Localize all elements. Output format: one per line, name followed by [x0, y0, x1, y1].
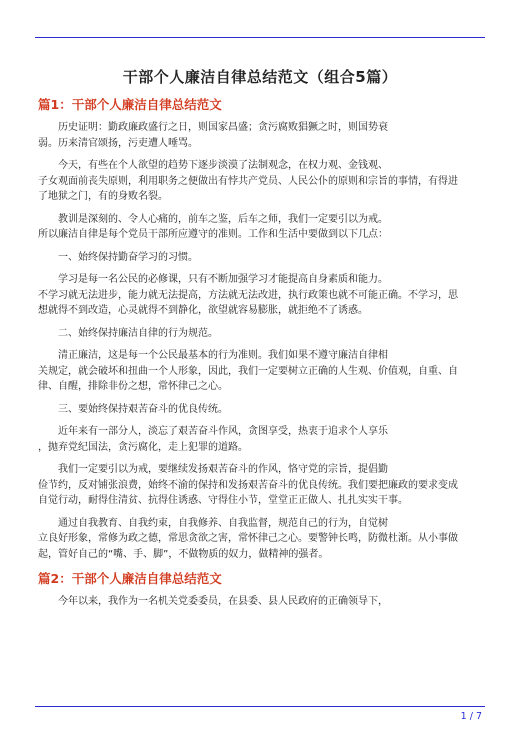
paragraph [38, 402, 482, 418]
paragraph [38, 594, 482, 610]
paragraph [38, 348, 482, 395]
paragraph-line: 起，管好自己的“嘴、手、脚”，不做物质的奴力，做精神的强者。 [38, 548, 329, 560]
paragraph-line: 不学习就无法进步，能力就无法提高，方法就无法改进，执行政策也就不可能正确。不学习，思 [38, 289, 458, 301]
document-title: 干部个人廉洁自律总结范文（组合5篇） [122, 68, 398, 86]
paragraph [38, 158, 482, 205]
paragraph [38, 424, 482, 455]
document-body [38, 96, 482, 617]
paragraph [38, 326, 482, 342]
paragraph [38, 120, 482, 151]
paragraph [38, 250, 482, 266]
paragraph-line: 俭节约，反对铺张浪费，始终不渝的保持和发扬艰苦奋斗的优良传统。我们要把廉政的要求变成 [38, 479, 458, 491]
paragraph [38, 516, 482, 563]
paragraph-line: 近年来有一部分人，淡忘了艰苦奋斗作风，贪图享受，热衷于追求个人享乐 [58, 426, 388, 437]
paragraph-line: 弱。历来清官颂扬，污吏遭人唾骂。 [38, 137, 198, 149]
paragraph [38, 272, 482, 319]
paragraph-line: 关规定，就会破坏和扭曲一个人形象，因此，我们一定要树立正确的人生观、价值观，自重、自 [38, 365, 458, 377]
paragraph-line: 今年以来，我作为一名机关党委委员，在县委、县人民政府的正确领导下， [58, 596, 388, 607]
paragraph-line: 律、自醒，排除非份之想，常怀律己之心。 [38, 381, 228, 392]
section-heading-2: 篇2：干部个人廉洁自律总结范文 [38, 571, 222, 586]
paragraph [38, 462, 482, 509]
paragraph-line: 历史证明：勤政廉政盛行之日，则国家昌盛；贪污腐败猖獗之时，则国势衰 [58, 122, 388, 133]
paragraph-line: 想就得不到改造，心灵就得不到静化，欲望就容易膨胀，就拒绝不了诱惑。 [38, 305, 368, 316]
page-number: 1 / 7 [460, 711, 482, 722]
paragraph-line: 学习是每一名公民的必修课，只有不断加强学习才能提高自身素质和能力。 [58, 274, 388, 285]
section-heading-1: 篇1：干部个人廉洁自律总结范文 [38, 97, 222, 112]
top-rule [35, 37, 485, 38]
paragraph-line: 清正廉洁，这是每一个公民最基本的行为准则。我们如果不遵守廉洁自律相 [58, 350, 388, 361]
paragraph-line: 一、始终保持勤奋学习的习惯。 [58, 251, 198, 263]
paragraph-line: 子女观面前丧失原则，利用职务之便做出有悖共产党员、人民公仆的原则和宗旨的事情，有得进 [38, 175, 458, 187]
paragraph-line: 立良好形象，常修为政之德，常思贪欲之害，常怀律己之心。要警钟长鸣，防微杜渐。从小事做 [38, 533, 458, 544]
paragraph-line: ，抛弃党纪国法，贪污腐化，走上犯罪的道路。 [38, 441, 248, 453]
paragraph-line: 了地狱之门，有的身败名裂。 [38, 191, 168, 202]
paragraph-line: 三、要始终保持艰苦奋斗的优良传统。 [58, 403, 228, 415]
paragraph-line: 教训是深刻的、令人心痛的，前车之鉴，后车之师，我们一定要引以为戒。 [58, 213, 388, 225]
paragraph [38, 212, 482, 243]
paragraph-line: 二、始终保持廉洁自律的行为规范。 [58, 327, 218, 339]
section-1-paragraphs [38, 120, 482, 562]
paragraph-line: 自觉行动，耐得住清贫、抗得住诱惑、守得住小节，堂堂正正做人、扎扎实实干事。 [38, 495, 408, 506]
paragraph-line: 我们一定要引以为戒，要继续发扬艰苦奋斗的作风，恪守党的宗旨，提倡勤 [58, 464, 388, 475]
bottom-rule [35, 706, 485, 707]
paragraph-line: 通过自我教育、自我约束，自我修养、自我监督，规范自己的行为，自觉树 [58, 517, 388, 529]
paragraph-line: 今天，有些在个人欲望的趋势下逐步淡漠了法制观念，在权力观、金钱观、 [58, 160, 388, 171]
paragraph-line: 所以廉洁自律是每个党员干部所应遵守的准则。工作和生活中要做到以下几点： [38, 229, 388, 240]
